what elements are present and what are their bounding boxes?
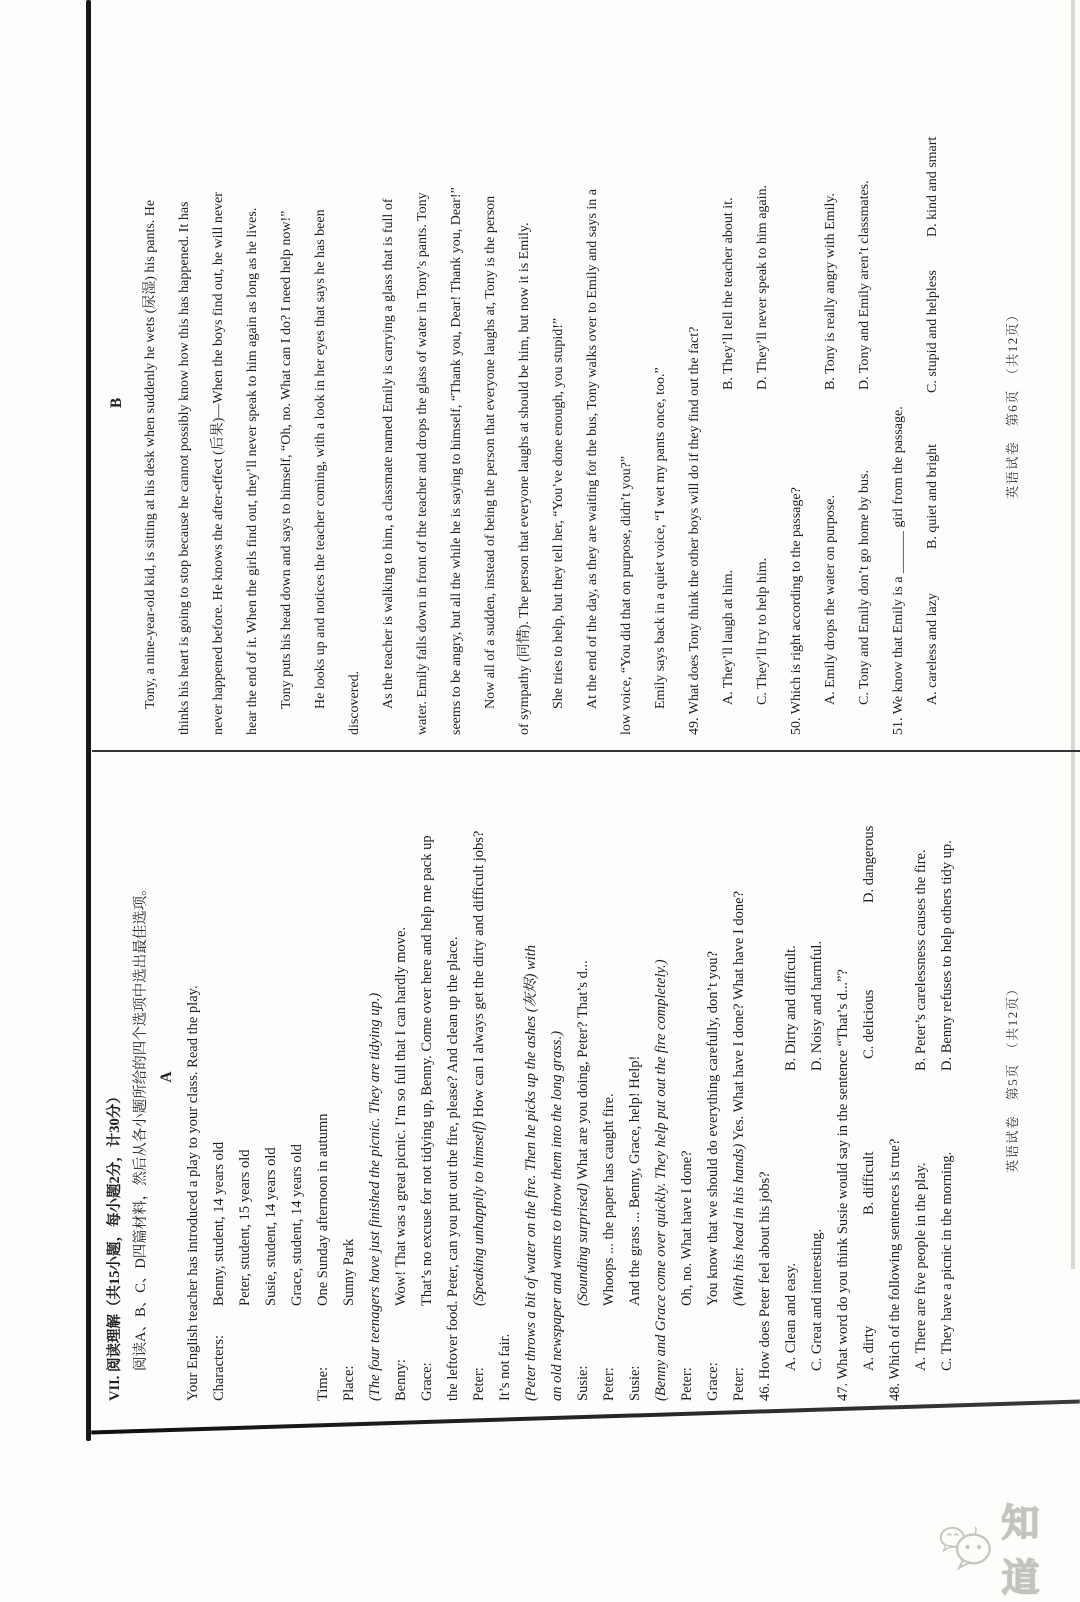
- text-segment: Oh, no. What have I done?: [679, 1150, 695, 1306]
- text-line: [168, 71, 202, 735]
- option-row: [934, 753, 960, 1401]
- text-segment: Susie, student, 14 years old: [263, 1147, 279, 1306]
- text-segment: VII. 阅读理解（共15小题，每小题2分，计30分）: [107, 1089, 123, 1401]
- text-line: [236, 71, 270, 735]
- text-segment: How can I always get the dirty and difficult jobs?: [471, 830, 487, 1122]
- text-segment: Peter, student, 15 years old: [237, 1149, 253, 1306]
- text-segment: never happened before. He knows the after-effect (后果)—When the boys find out, he will never: [211, 192, 226, 735]
- zhidao-watermark: [936, 1492, 1080, 1602]
- speaker-label: Peter:: [731, 1367, 747, 1401]
- text-segment: And the grass ... Benny, Grace, help! Help!: [627, 1055, 643, 1306]
- text-line: [134, 71, 168, 735]
- text-segment: It’s not fair.: [497, 1333, 513, 1401]
- text-segment: As the teacher is walking to him, a classmate named Emily is carrying a glass that is full of: [381, 198, 396, 709]
- text-line: [474, 71, 508, 735]
- answer-option: D. kind and smart: [925, 136, 940, 237]
- answer-option: D. Benny refuses to help others tidy up.: [939, 840, 955, 1071]
- text-line: [542, 71, 576, 735]
- answer-option: B. Peter’s carelessness causes the fire.: [913, 849, 929, 1071]
- stage-direction-inline: (Speaking unhappily to himself): [471, 1121, 487, 1306]
- exam-page-6: [100, 71, 950, 735]
- text-line: [882, 71, 916, 735]
- text-segment: of sympathy (同情). The person that everyone laughs at should be him, but now it is Emily.: [517, 222, 532, 735]
- text-line: [206, 753, 232, 1401]
- answer-option: B. They’ll tell the teacher about it.: [721, 197, 736, 390]
- text-line: [406, 71, 440, 735]
- text-line: [882, 753, 908, 1401]
- option-row: [778, 753, 804, 1401]
- text-line: [610, 71, 644, 735]
- text-line: [388, 753, 414, 1401]
- answer-option: B. Dirty and difficult.: [783, 945, 799, 1071]
- text-segment: At the end of the day, as they are waiting for the bus, Tony walks over to Emily and says in a: [585, 188, 600, 709]
- option-row: [746, 71, 780, 735]
- page-6-footer: 英语试卷 第6页 （共12页）: [1005, 307, 1020, 499]
- text-segment: (Peter throws a bit of water on the fire. Then he picks up the ashes (灰烬) with: [523, 944, 539, 1401]
- speaker-label: Time:: [315, 1366, 331, 1401]
- answer-option: A. There are five people in the play.: [913, 1162, 929, 1371]
- text-segment: (The four teenagers have just finished the picnic. They are tidying up.): [367, 992, 383, 1401]
- text-line: [830, 753, 856, 1401]
- text-line: [492, 753, 518, 1401]
- option-row: [804, 753, 830, 1401]
- answer-option: B. quiet and bright: [925, 444, 940, 549]
- text-segment: A: [158, 1071, 175, 1083]
- text-line: [128, 753, 154, 1401]
- paper-edge-top: [86, 0, 91, 1441]
- text-segment: Benny, student, 14 years old: [211, 1141, 227, 1306]
- text-line: [154, 753, 180, 1401]
- text-segment: thinks his heart is going to stop because he cannot possibly know how this has happened. It has: [177, 201, 192, 735]
- text-line: [622, 753, 648, 1401]
- page-5-footer: 英语试卷 第5页 （共12页）: [1005, 981, 1020, 1173]
- text-segment: low voice, “You did that on purpose, didn’t you?”: [619, 455, 634, 735]
- zhidao-watermark-text: 知道: [1001, 1501, 1043, 1600]
- answer-option: D. Noisy and harmful.: [809, 940, 825, 1071]
- text-segment: That’s no excuse for not tidying up, Benny. Come over here and help me pack up: [419, 835, 435, 1306]
- text-line: [102, 753, 128, 1401]
- text-segment: Tony, a nine-year-old kid, is sitting at his desk when suddenly he wets (尿湿) his pants. He: [143, 199, 158, 709]
- stage-direction-inline: (Sounding surprised): [575, 1183, 591, 1306]
- answer-option: C. delicious: [861, 989, 877, 1059]
- text-segment: Yes. What have I done? What have I done?: [731, 890, 747, 1144]
- text-line: [414, 753, 440, 1401]
- speaker-label: Peter:: [679, 1367, 695, 1401]
- zhidao-logo-icon: [936, 1519, 995, 1575]
- text-line: [726, 753, 752, 1401]
- text-line: [752, 753, 778, 1401]
- text-line: [362, 753, 388, 1401]
- text-segment: One Sunday afternoon in autumn: [315, 1113, 331, 1306]
- text-line: [596, 753, 622, 1401]
- paper-edge-shadow: [1071, 0, 1075, 1269]
- text-segment: Whoops ... the paper has caught fire.: [601, 1093, 617, 1306]
- text-line: [440, 753, 466, 1401]
- option-row: [908, 753, 934, 1401]
- text-segment: hear the end of it. When the girls find out, they’ll never speak to him again as long as he lives.: [245, 207, 260, 735]
- text-line: [180, 753, 206, 1401]
- text-line: [258, 753, 284, 1401]
- text-line: [544, 753, 570, 1401]
- text-line: [678, 71, 712, 735]
- speaker-label: Grace:: [419, 1362, 435, 1401]
- text-segment: Wow! That was a great picnic. I’m so full that I can hardly move.: [393, 926, 409, 1306]
- answer-option: B. difficult: [861, 1151, 877, 1215]
- text-line: [466, 753, 492, 1401]
- text-segment: 48. Which of the following sentences is true?: [887, 1138, 903, 1401]
- answer-option: C. They’ll try to help him.: [755, 557, 770, 705]
- paper-edge-left: [91, 1399, 1080, 1434]
- answer-option: A. Emily drops the water on purpose.: [823, 495, 838, 705]
- text-segment: 51. We know that Emily is a ______ girl from the passage.: [891, 406, 906, 735]
- text-line: [648, 753, 674, 1401]
- answer-option: D. Tony and Emily aren’t classmates.: [857, 180, 872, 390]
- answer-option: A. careless and lazy: [925, 593, 940, 705]
- text-line: [508, 71, 542, 735]
- text-segment: water. Emily falls down in front of the teacher and drops the glass of water in Tony’s pants. Tony: [415, 192, 430, 735]
- text-segment: seems to be angry, but all the while he is saying to himself, “Thank you, Dear! Thank you, Dear!”: [449, 187, 464, 735]
- text-line: [440, 71, 474, 735]
- page-divider-line: [92, 750, 1080, 752]
- text-segment: 50. Which is right according to the passage?: [789, 487, 804, 735]
- text-segment: She tries to help, but they tell her, “You’ve done enough, you stupid!”: [551, 317, 566, 709]
- text-segment: Now all of a sudden, instead of being the person that everyone laughs at, Tony is the person: [483, 195, 498, 709]
- text-segment: You know that we should do everything carefully, don’t you?: [705, 951, 721, 1306]
- text-segment: (Benny and Grace come over quickly. They help put out the fire completely.): [653, 959, 669, 1401]
- text-line: [338, 71, 372, 735]
- text-line: [372, 71, 406, 735]
- speaker-label: Susie:: [575, 1365, 591, 1401]
- text-segment: What are you doing, Peter? That’s d...: [575, 960, 591, 1184]
- text-line: [232, 753, 258, 1401]
- text-line: [304, 71, 338, 735]
- exam-page-5: [102, 753, 960, 1401]
- text-segment: He looks up and notices the teacher coming, with a look in her eyes that says he has been: [313, 209, 328, 709]
- answer-option: A. They’ll laugh at him.: [721, 569, 736, 705]
- text-segment: Emily says back in a quiet voice, “I wet my pants once, too.”: [653, 367, 668, 709]
- answer-option: C. stupid and helpless: [925, 270, 940, 393]
- speaker-label: Susie:: [627, 1365, 643, 1401]
- text-segment: Grace, student, 14 years old: [289, 1144, 305, 1306]
- text-line: [100, 71, 134, 735]
- speaker-label: Place:: [341, 1365, 357, 1401]
- option-row: [848, 71, 882, 735]
- answer-option: B. Tony is really angry with Emily.: [823, 193, 838, 390]
- text-line: [270, 71, 304, 735]
- answer-option: C. Great and interesting.: [809, 1228, 825, 1371]
- answer-option: A. Clean and easy.: [783, 1262, 799, 1371]
- text-line: [310, 753, 336, 1401]
- text-line: [576, 71, 610, 735]
- text-line: [700, 753, 726, 1401]
- text-line: [202, 71, 236, 735]
- text-segment: Your English teacher has introduced a play to your class. Read the play.: [185, 985, 201, 1401]
- text-line: [674, 753, 700, 1401]
- text-line: [570, 753, 596, 1401]
- text-line: [284, 753, 310, 1401]
- text-segment: B: [108, 397, 125, 409]
- option-row: [856, 753, 882, 1401]
- text-segment: discovered.: [347, 670, 362, 735]
- text-segment: 阅读A、B、C、D四篇材料，然后从各小题所给的四个选项中选出最佳选项。: [133, 881, 149, 1371]
- text-segment: 46. How does Peter feel about his jobs?: [757, 1171, 773, 1401]
- text-line: [780, 71, 814, 735]
- answer-option: D. They’ll never speak to him again.: [755, 184, 770, 390]
- text-segment: Tony puts his head down and says to himself, “Oh, no. What can I do? I need help now!”: [279, 210, 294, 709]
- answer-option: D. dangerous: [861, 825, 877, 903]
- stage-direction-inline: (With his head in his hands): [731, 1143, 747, 1306]
- text-segment: Sunny Park: [341, 1238, 357, 1306]
- speaker-label: Peter:: [471, 1367, 487, 1401]
- speaker-label: Grace:: [705, 1362, 721, 1401]
- option-row: [916, 71, 950, 735]
- answer-option: C. Tony and Emily don’t go home by bus.: [857, 470, 872, 705]
- answer-option: C. They have a picnic in the morning.: [939, 1151, 955, 1371]
- text-line: [518, 753, 544, 1401]
- text-line: [336, 753, 362, 1401]
- text-segment: 49. What does Tony think the other boys will do if they find out the fact?: [687, 326, 702, 735]
- text-segment: an old newspaper and wants to throw them into the long grass.): [549, 1030, 565, 1401]
- speaker-label: Benny:: [393, 1359, 409, 1401]
- text-line: [644, 71, 678, 735]
- option-row: [712, 71, 746, 735]
- option-row: [814, 71, 848, 735]
- text-segment: the leftover food. Peter, can you put out the fire, please? And clean up the place.: [445, 936, 461, 1401]
- text-segment: 47. What word do you think Susie would say in the sentence “That’s d...”?: [835, 969, 851, 1401]
- answer-option: A. dirty: [861, 1325, 877, 1371]
- speaker-label: Peter:: [601, 1367, 617, 1401]
- speaker-label: Characters:: [211, 1334, 227, 1401]
